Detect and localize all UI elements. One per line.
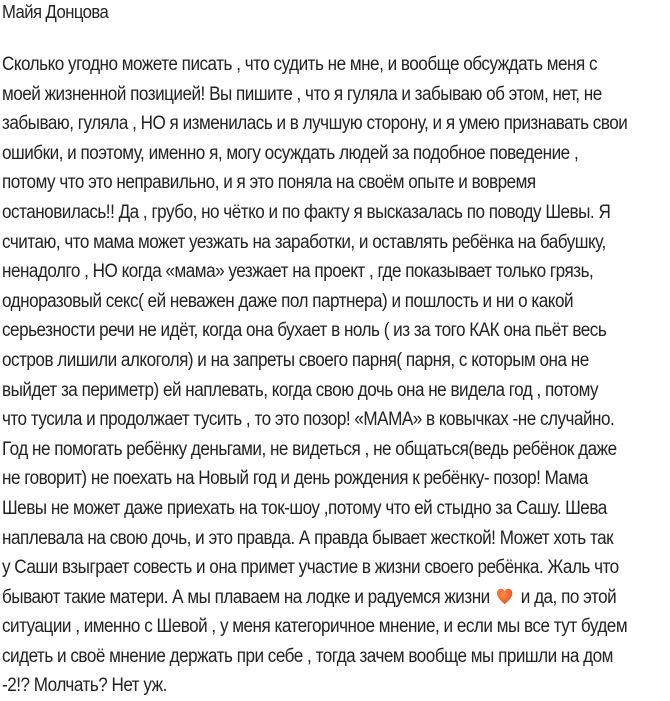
post-line: серьезности речи не идёт, когда она бухает в ноль ( из за того КАК она пьёт весь [2,320,607,342]
author-name: Майя Донцова [2,1,109,22]
post-text: и да, по этой [520,586,617,608]
post-line: ненадолго , НО когда «мама» уезжает на проект , где показывает только грязь, [2,261,594,283]
post-line: одноразовый секс( ей неважен даже пол партнера) и пошлость и ни о какой [2,290,574,312]
post-line: не говорит) не поехать на Новый год и день рождения к ребёнку- позор! Мама [2,468,588,490]
post-line: считаю, что мама может уезжать на заработки, и оставлять ребёнка на бабушку, [2,231,606,253]
post-line: наплевала на свою дочь, и это правда. А правда бывает жесткой! Может хоть так [2,527,614,549]
post-line: ошибки, и поэтому, именно я, могу осуждать людей за подобное поведение , [2,142,579,164]
post-line: ситуации , именно с Шевой , у меня категоричное мнение, и если мы все тут будем [2,616,628,638]
post-line: моей жизненной позицией! Вы пишите , что я гуляла и забываю об этом, нет, не [2,83,602,105]
post-text: бывают такие матери. А мы плаваем на лодке и радуемся жизни [2,586,490,608]
post-line: что тусила и продолжает тусить , то это позор! «МАМА» в ковычках -не случайно. [2,409,615,431]
post-line: потому что это неправильно, и я это поняла на своём опыте и вовремя [2,172,536,194]
post-line: остановилась!! Да , грубо, но чётко и по факту я высказалась по поводу Шевы. Я [2,201,611,223]
post-line: остров лишили алкоголя) и на запреты своего парня( парня, с которым она не [2,349,589,371]
post-line: выйдет за периметр) ей наплевать, когда свою дочь она не видела год , потому [2,379,599,401]
post-line-with-emoji [2,583,668,613]
post-line: забываю, гуляла , НО я изменилась и в лучшую сторону, и я умею признавать свои [2,113,628,135]
post-line: у Саши взыграет совесть и она примет участие в жизни своего ребёнка. Жаль что [2,557,619,579]
post-line: Шевы не может даже приехать на ток-шоу ,потому что ей стыдно за Сашу. Шева [2,497,607,519]
post-line: -2!? Молчать? Нет уж. [2,675,167,697]
post-body [2,50,668,701]
orange-heart-icon [496,588,513,605]
post-line: Сколько угодно можете писать , что судить не мне, и вообще обсуждать меня с [2,54,598,75]
post-line: Год не помогать ребёнку деньгами, не видеться , не общаться(ведь ребёнок даже [2,438,617,460]
post-line: сидеть и своё мнение держать при себе , тогда зачем вообще мы пришли на дом [2,645,613,667]
